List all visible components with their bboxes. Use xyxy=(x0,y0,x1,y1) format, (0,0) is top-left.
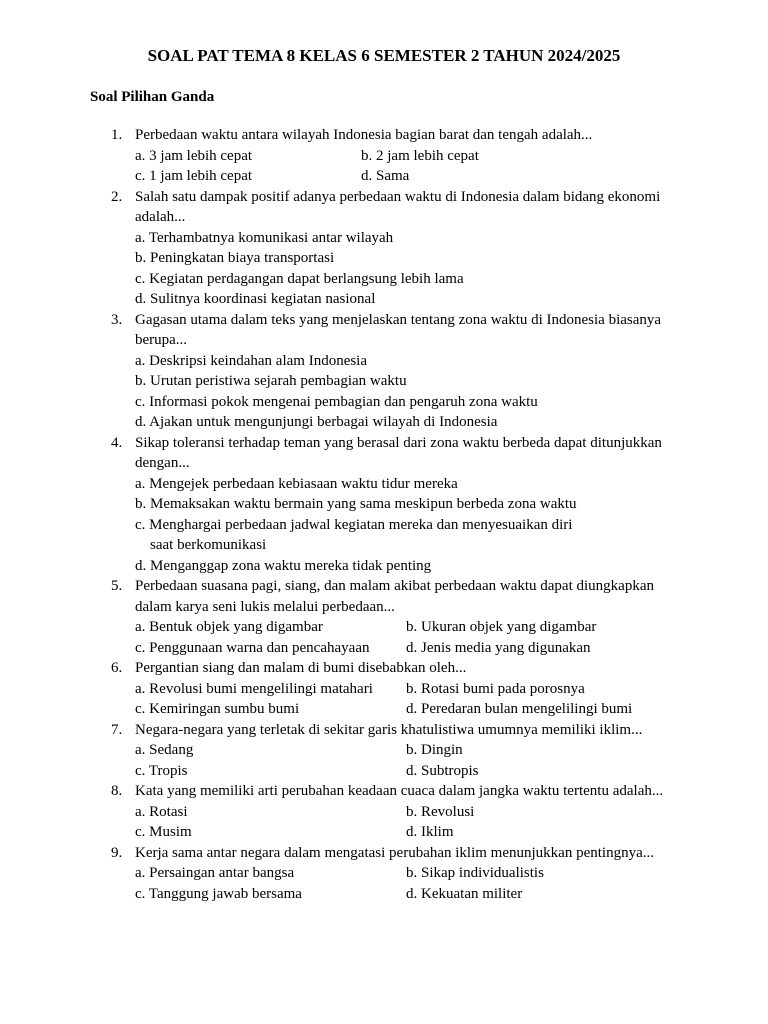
option-a: a. Rotasi xyxy=(135,803,188,820)
option-row xyxy=(0,617,768,638)
option-c: c. Tanggung jawab bersama xyxy=(135,885,302,902)
option-d: d. Kekuatan militer xyxy=(406,885,523,902)
question-number: 4. xyxy=(111,434,123,451)
option-d: d. Sama xyxy=(361,168,410,184)
option-a: a. Deskripsi keindahan alam Indonesia xyxy=(135,352,368,369)
section-heading: Soal Pilihan Ganda xyxy=(90,89,215,105)
option-b: b. Sikap individualistis xyxy=(406,865,544,881)
question-3 xyxy=(0,310,768,433)
option-b: b. Ukuran objek yang digambar xyxy=(406,619,597,635)
question-4 xyxy=(0,433,768,577)
option-b: b. Urutan peristiwa sejarah pembagian waktu xyxy=(135,373,407,389)
question-6 xyxy=(0,658,768,720)
option-row xyxy=(0,822,768,843)
question-2 xyxy=(0,187,768,310)
question-text: Gagasan utama dalam teks yang menjelaskan tentang zona waktu di Indonesia biasanya berupa... xyxy=(135,311,662,348)
question-number: 9. xyxy=(111,844,123,861)
option-b: b. Peningkatan biaya transportasi xyxy=(135,250,335,266)
question-number: 7. xyxy=(111,721,123,738)
question-text: Kata yang memiliki arti perubahan keadaan cuaca dalam jangka waktu tertentu adalah... xyxy=(135,783,664,799)
question-number: 1. xyxy=(111,127,123,143)
option-b: b. Rotasi bumi pada porosnya xyxy=(406,680,585,697)
option-d: d. Peredaran bulan mengelilingi bumi xyxy=(406,701,633,717)
option-d: d. Jenis media yang digunakan xyxy=(406,639,591,656)
option-a: a. Revolusi bumi mengelilingi matahari xyxy=(135,680,373,697)
question-number: 2. xyxy=(111,188,123,205)
question-text: Perbedaan suasana pagi, siang, dan malam akibat perbedaan waktu dapat diungkapkan dalam karya seni lukis melalui perbedaan... xyxy=(135,578,654,615)
question-text: Pergantian siang dan malam di bumi disebabkan oleh... xyxy=(135,660,467,676)
option-row xyxy=(0,884,768,905)
question-1 xyxy=(0,125,768,187)
option-a: a. Sedang xyxy=(135,742,194,758)
question-text: Perbedaan waktu antara wilayah Indonesia bagian barat dan tengah adalah... xyxy=(135,127,593,143)
option-c: c. Musim xyxy=(135,824,192,840)
question-number: 3. xyxy=(111,311,123,328)
option-d: d. Menganggap zona waktu mereka tidak penting xyxy=(135,557,432,574)
option-b: b. Memaksakan waktu bermain yang sama meskipun berbeda zona waktu xyxy=(135,496,577,512)
page-title: SOAL PAT TEMA 8 KELAS 6 SEMESTER 2 TAHUN 2024/2025 xyxy=(147,46,621,65)
question-number: 6. xyxy=(111,660,123,676)
option-c: c. Tropis xyxy=(135,762,188,779)
option-a: a. Bentuk objek yang digambar xyxy=(135,619,323,635)
option-c: c. 1 jam lebih cepat xyxy=(135,168,253,184)
option-a: a. Persaingan antar bangsa xyxy=(135,865,295,881)
option-d: d. Ajakan untuk mengunjungi berbagai wilayah di Indonesia xyxy=(135,414,498,430)
option-b: b. Dingin xyxy=(406,742,463,758)
question-number: 5. xyxy=(111,578,123,594)
question-8 xyxy=(0,781,768,843)
option-row xyxy=(0,166,768,187)
option-c: c. Penggunaan warna dan pencahayaan xyxy=(135,639,370,656)
option-row xyxy=(0,638,768,659)
option-c: c. Menghargai perbedaan jadwal kegiatan mereka dan menyesuaikan diri xyxy=(135,516,573,533)
question-text: Salah satu dampak positif adanya perbedaan waktu di Indonesia dalam bidang ekonomi adalah... xyxy=(135,188,661,225)
question-7 xyxy=(0,720,768,782)
option-c-continuation: saat berkomunikasi xyxy=(150,537,267,553)
option-d: d. Sulitnya koordinasi kegiatan nasional xyxy=(135,291,376,307)
option-a: a. Mengejek perbedaan kebiasaan waktu tidur mereka xyxy=(135,475,458,492)
option-row xyxy=(0,802,768,823)
option-row xyxy=(0,699,768,720)
option-b: b. Revolusi xyxy=(406,803,475,820)
question-text: Negara-negara yang terletak di sekitar garis khatulistiwa umumnya memiliki iklim... xyxy=(135,721,643,738)
question-list xyxy=(0,125,768,904)
option-c: c. Kemiringan sumbu bumi xyxy=(135,701,300,717)
option-row xyxy=(0,863,768,884)
option-row xyxy=(0,761,768,782)
option-b: b. 2 jam lebih cepat xyxy=(361,147,479,164)
option-a: a. Terhambatnya komunikasi antar wilayah xyxy=(135,229,394,246)
option-d: d. Iklim xyxy=(406,824,454,840)
option-c: c. Kegiatan perdagangan dapat berlangsung lebih lama xyxy=(135,270,464,287)
question-text: Kerja sama antar negara dalam mengatasi perubahan iklim menunjukkan pentingnya... xyxy=(135,844,654,861)
option-a: a. 3 jam lebih cepat xyxy=(135,147,253,164)
option-row xyxy=(0,679,768,700)
question-number: 8. xyxy=(111,783,123,799)
option-c: c. Informasi pokok mengenai pembagian dan pengaruh zona waktu xyxy=(135,393,538,410)
question-9 xyxy=(0,843,768,905)
question-text: Sikap toleransi terhadap teman yang berasal dari zona waktu berbeda dapat ditunjukkan dengan... xyxy=(135,434,662,471)
option-d: d. Subtropis xyxy=(406,762,479,779)
option-row xyxy=(0,740,768,761)
question-5 xyxy=(0,576,768,658)
option-row xyxy=(0,146,768,167)
